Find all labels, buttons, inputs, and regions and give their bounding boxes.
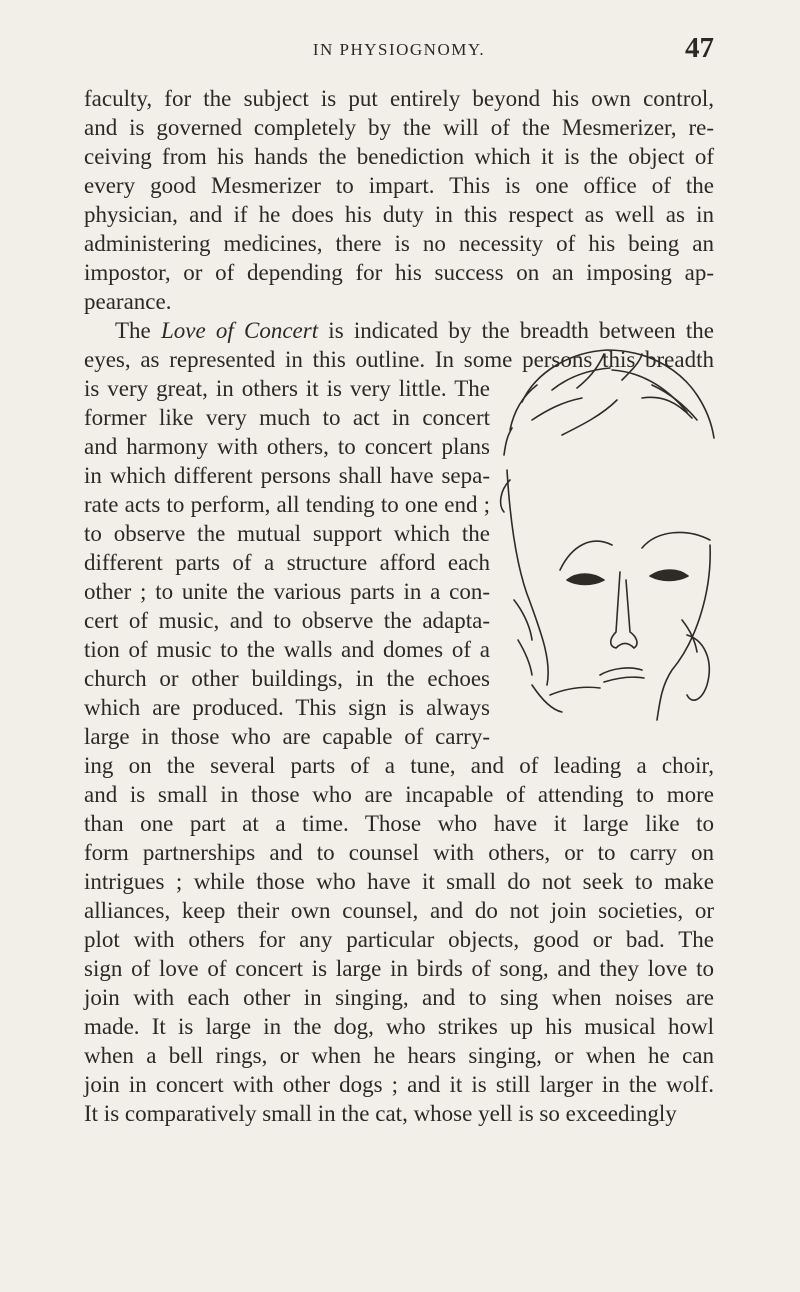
text-line: and harmony with others, to concert plans xyxy=(84,434,490,459)
page-number: 47 xyxy=(685,32,714,64)
text-line: join in concert with other dogs ; and it is still larger in the wolf. xyxy=(84,1072,714,1097)
text-line: and is governed completely by the will of the Mesmerizer, re- xyxy=(84,115,714,140)
text-line: other ; to unite the various parts in a con- xyxy=(84,579,490,604)
text-line: to observe the mutual support which the xyxy=(84,521,490,546)
text-line: made. It is large in the dog, who strikes up his musical howl xyxy=(84,1014,714,1039)
text-line: is very great, in others it is very little. The xyxy=(84,376,490,401)
text-line: cert of music, and to observe the adapta- xyxy=(84,608,490,633)
text-line: rate acts to perform, all tending to one end ; xyxy=(84,492,490,517)
text-line: join with each other in singing, and to sing when noises are xyxy=(84,985,714,1010)
text-line: in which different persons shall have sepa- xyxy=(84,463,490,488)
text-line: administering medicines, there is no necessity of his being an xyxy=(84,231,714,256)
para-start: The xyxy=(115,318,161,343)
text-line: sign of love of concert is large in birds of song, and they love to xyxy=(84,956,714,981)
text-line: intrigues ; while those who have it small do not seek to make xyxy=(84,869,714,894)
text-line: which are produced. This sign is always xyxy=(84,695,490,720)
text-line: when a bell rings, or when he hears singing, or when he can xyxy=(84,1043,714,1068)
text-line: every good Mesmerizer to impart. This is one office of the xyxy=(84,173,714,198)
text-line: different parts of a structure afford each xyxy=(84,550,490,575)
text-line: plot with others for any particular objects, good or bad. The xyxy=(84,927,714,952)
text-line: physician, and if he does his duty in this respect as well as in xyxy=(84,202,714,227)
running-head: IN PHYSIOGNOMY. xyxy=(312,40,486,59)
text-line: alliances, keep their own counsel, and do not join societies, or xyxy=(84,898,714,923)
text-line: ceiving from his hands the benediction which it is the object of xyxy=(84,144,714,169)
text-line: than one part at a time. Those who have it large like to xyxy=(84,811,714,836)
text-line: large in those who are capable of carry- xyxy=(84,724,490,749)
text-line: and is small in those who are incapable of attending to more xyxy=(84,782,714,807)
page-header xyxy=(84,32,714,66)
text-line: church or other buildings, in the echoes xyxy=(84,666,490,691)
text-line: form partnerships and to counsel with others, or to carry on xyxy=(84,840,714,865)
text-line: pearance. xyxy=(84,289,172,314)
text-line: former like very much to act in concert xyxy=(84,405,490,430)
para-rest: is indicated by the breadth between the xyxy=(318,318,714,343)
text-line: eyes, as represented in this outline. In some persons this breadth xyxy=(84,347,714,372)
text-line: ing on the several parts of a tune, and of leading a choir, xyxy=(84,753,714,778)
text-line: tion of music to the walls and domes of a xyxy=(84,637,490,662)
text-line: impostor, or of depending for his success on an imposing ap- xyxy=(84,260,714,285)
face-outline-illustration xyxy=(492,340,717,725)
text-line: It is comparatively small in the cat, whose yell is so exceedingly xyxy=(84,1101,677,1126)
text-line: faculty, for the subject is put entirely beyond his own control, xyxy=(84,86,714,111)
term-love-of-concert: Love of Concert xyxy=(160,318,319,343)
